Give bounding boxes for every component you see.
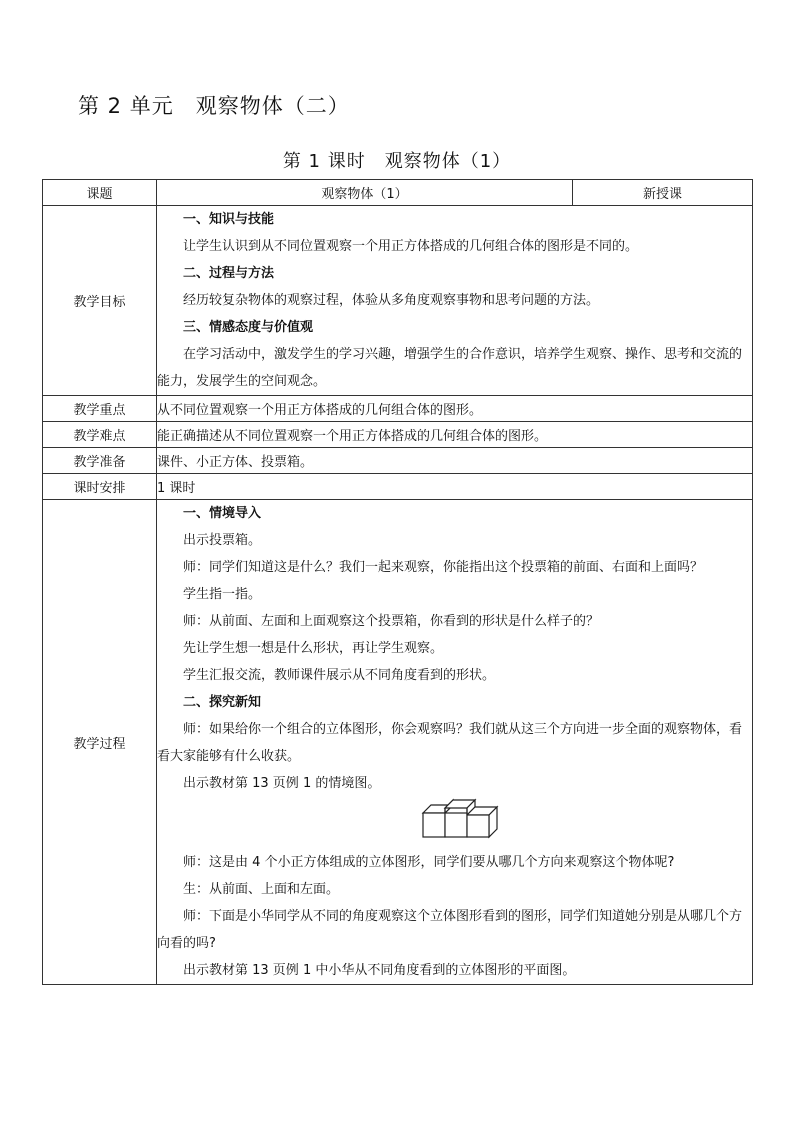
lesson-title: 第 1 课时 观察物体（1）: [282, 151, 512, 172]
process-text: 师：同学们知道这是什么？我们一起来观察，你能指出这个投票箱的前面、右面和上面吗？: [183, 560, 704, 575]
topic-label: 课题: [43, 180, 157, 206]
process-text: 师：下面是小华同学从不同的角度观察这个立体图形看到的图形，同学们知道她分别是从哪几个方向看的吗?: [157, 909, 743, 951]
objective-text: 让学生认识到从不同位置观察一个用正方体搭成的几何组合体的图形是不同的。: [183, 239, 639, 254]
lesson-plan-table: [42, 179, 753, 985]
process-label: 教学过程: [43, 500, 157, 985]
objective-heading: 二、过程与方法: [183, 266, 275, 281]
process-text: 师：如果给你一个组合的立体图形，你会观察吗？我们就从这三个方向进一步全面的观察物体，看看大家能够有什么收获。: [157, 722, 743, 764]
preparation-row: [43, 448, 753, 474]
process-text: 学生汇报交流，教师课件展示从不同角度看到的形状。: [183, 668, 496, 683]
schedule-value: 1 课时: [157, 474, 753, 500]
process-heading: 二、探究新知: [183, 695, 262, 710]
cube-figure: [157, 797, 752, 849]
process-row: [43, 500, 753, 985]
process-text: 师：从前面、左面和上面观察这个投票箱，你看到的形状是什么样子的？: [183, 614, 600, 629]
objectives-row: [43, 206, 753, 396]
process-text: 出示教材第 13 页例 1 中小华从不同角度看到的立体图形的平面图。: [183, 963, 576, 978]
process-text: 学生指一指。: [183, 587, 262, 602]
process-text: 出示投票箱。: [183, 533, 262, 548]
key-point-label: 教学重点: [43, 396, 157, 422]
process-text: 出示教材第 13 页例 1 的情境图。: [183, 776, 381, 791]
header-row: [43, 180, 753, 206]
preparation-value: 课件、小正方体、投票箱。: [157, 448, 753, 474]
objectives-content: [157, 206, 753, 396]
key-point-value: 从不同位置观察一个用正方体搭成的几何组合体的图形。: [157, 396, 753, 422]
objective-heading: 三、情感态度与价值观: [183, 320, 314, 335]
key-point-row: [43, 396, 753, 422]
objective-text: 经历较复杂物体的观察过程，体验从多角度观察事物和思考问题的方法。: [183, 293, 600, 308]
objective-heading: 一、知识与技能: [183, 212, 275, 227]
difficulty-row: [43, 422, 753, 448]
difficulty-label: 教学难点: [43, 422, 157, 448]
cube-composite-image: [421, 797, 511, 843]
difficulty-value: 能正确描述从不同位置观察一个用正方体搭成的几何组合体的图形。: [157, 422, 753, 448]
topic-value: 观察物体（1）: [157, 180, 573, 206]
process-text: 师：这是由 4 个小正方体组成的立体图形，同学们要从哪几个方向来观察这个物体呢?: [183, 855, 675, 870]
process-content: [157, 500, 753, 985]
process-text: 生：从前面、上面和左面。: [183, 882, 340, 897]
schedule-label: 课时安排: [43, 474, 157, 500]
schedule-row: [43, 474, 753, 500]
objective-text: 在学习活动中，激发学生的学习兴趣，增强学生的合作意识，培养学生观察、操作、思考和交流的能力，发展学生的空间观念。: [157, 347, 743, 389]
lesson-type: 新授课: [573, 180, 753, 206]
objectives-label: 教学目标: [43, 206, 157, 396]
preparation-label: 教学准备: [43, 448, 157, 474]
process-text: 先让学生想一想是什么形状，再让学生观察。: [183, 641, 444, 656]
unit-title: 第 2 单元 观察物体（二）: [78, 94, 350, 118]
process-heading: 一、情境导入: [183, 506, 262, 521]
